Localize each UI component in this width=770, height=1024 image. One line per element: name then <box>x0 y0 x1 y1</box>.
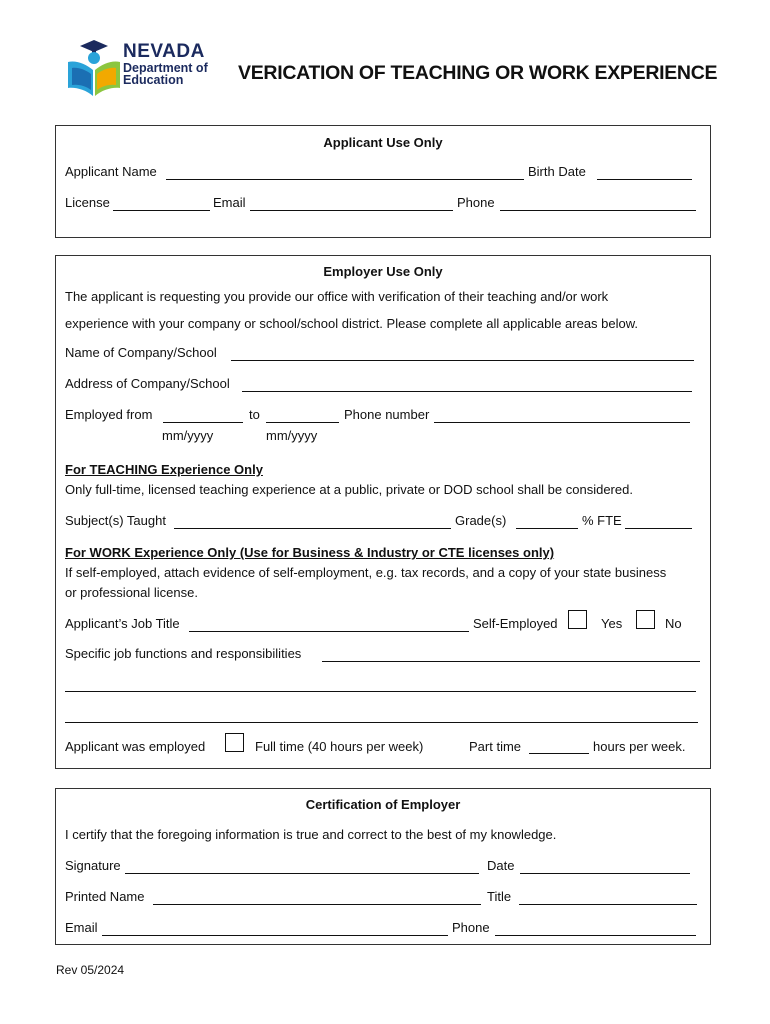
full-time-label: Full time (40 hours per week) <box>255 739 424 754</box>
part-time-hours-field[interactable] <box>529 753 589 754</box>
applicant-name-label: Applicant Name <box>65 164 157 179</box>
yes-label: Yes <box>601 616 623 631</box>
logo-dept-line2: Education <box>123 73 184 87</box>
applicant-name-field[interactable] <box>166 179 524 180</box>
hours-per-week-label: hours per week. <box>593 739 686 754</box>
printed-name-field[interactable] <box>153 904 481 905</box>
page-title: VERICATION OF TEACHING OR WORK EXPERIENCE <box>238 62 718 84</box>
job-functions-label: Specific job functions and responsibilities <box>65 646 302 661</box>
birth-date-field[interactable] <box>597 179 692 180</box>
work-note-line1: If self-employed, attach evidence of self-employment, e.g. tax records, and a copy of your state business <box>65 565 667 580</box>
printed-name-label: Printed Name <box>65 889 145 904</box>
employed-from-field[interactable] <box>163 422 243 423</box>
license-label: License <box>65 195 110 210</box>
from-date-hint: mm/yyyy <box>162 428 214 443</box>
employed-from-label: Employed from <box>65 407 153 422</box>
logo-emblem-icon <box>66 40 122 98</box>
applicant-phone-label: Phone <box>457 195 495 210</box>
logo-dept-line1: Department of <box>123 61 208 75</box>
certification-section <box>55 788 711 945</box>
license-field[interactable] <box>113 210 210 211</box>
certification-statement: I certify that the foregoing information is true and correct to the best of my knowledge. <box>65 827 557 842</box>
subjects-label: Subject(s) Taught <box>65 513 166 528</box>
applicant-section-title: Applicant Use Only <box>323 135 443 150</box>
self-employed-label: Self-Employed <box>473 616 558 631</box>
employer-intro-line1: The applicant is requesting you provide our office with verification of their teaching and/or work <box>65 289 609 304</box>
subjects-field[interactable] <box>174 528 451 529</box>
employer-section <box>55 255 711 769</box>
self-employed-no-checkbox[interactable] <box>636 610 655 629</box>
no-label: No <box>665 616 682 631</box>
grades-field[interactable] <box>516 528 578 529</box>
cert-email-label: Email <box>65 920 98 935</box>
part-time-label: Part time <box>469 739 522 754</box>
company-address-field[interactable] <box>242 391 692 392</box>
cert-title-field[interactable] <box>519 904 697 905</box>
job-title-label: Applicant’s Job Title <box>65 616 180 631</box>
cert-date-field[interactable] <box>520 873 690 874</box>
cert-date-label: Date <box>487 858 515 873</box>
cert-phone-field[interactable] <box>495 935 696 936</box>
revision-text: Rev 05/2024 <box>56 963 125 977</box>
grades-label: Grade(s) <box>455 513 507 528</box>
employed-to-label: to <box>249 407 260 422</box>
company-address-label: Address of Company/School <box>65 376 230 391</box>
signature-label: Signature <box>65 858 121 873</box>
job-functions-field-line1[interactable] <box>322 661 700 662</box>
fte-field[interactable] <box>625 528 692 529</box>
self-employed-yes-checkbox[interactable] <box>568 610 587 629</box>
employer-section-title: Employer Use Only <box>323 264 443 279</box>
to-date-hint: mm/yyyy <box>266 428 318 443</box>
birth-date-label: Birth Date <box>528 164 586 179</box>
employer-phone-field[interactable] <box>434 422 690 423</box>
cert-email-field[interactable] <box>102 935 448 936</box>
job-functions-field-line2[interactable] <box>65 691 696 692</box>
applicant-section <box>55 125 711 238</box>
applicant-phone-field[interactable] <box>500 210 696 211</box>
company-name-label: Name of Company/School <box>65 345 217 360</box>
certification-section-title: Certification of Employer <box>305 797 461 812</box>
signature-field[interactable] <box>125 873 479 874</box>
job-title-field[interactable] <box>189 631 469 632</box>
work-note-line2: or professional license. <box>65 585 198 600</box>
cert-phone-label: Phone <box>452 920 490 935</box>
employed-to-field[interactable] <box>266 422 339 423</box>
fte-label: % FTE <box>582 513 622 528</box>
employed-type-label: Applicant was employed <box>65 739 206 754</box>
teaching-note: Only full-time, licensed teaching experience at a public, private or DOD school shall be considered. <box>65 482 633 497</box>
logo-nevada-text: NEVADA <box>123 41 205 62</box>
company-name-field[interactable] <box>231 360 694 361</box>
teaching-heading: For TEACHING Experience Only <box>65 462 263 477</box>
work-heading: For WORK Experience Only (Use for Business & Industry or CTE licenses only) <box>65 545 555 560</box>
employer-intro-line2: experience with your company or school/school district. Please complete all applicable areas below. <box>65 316 639 331</box>
nevada-doe-logo <box>66 40 216 98</box>
job-functions-field-line3[interactable] <box>65 722 698 723</box>
full-time-checkbox[interactable] <box>225 733 244 752</box>
employer-phone-label: Phone number <box>344 407 430 422</box>
applicant-email-label: Email <box>213 195 246 210</box>
applicant-email-field[interactable] <box>250 210 453 211</box>
cert-title-label: Title <box>487 889 512 904</box>
